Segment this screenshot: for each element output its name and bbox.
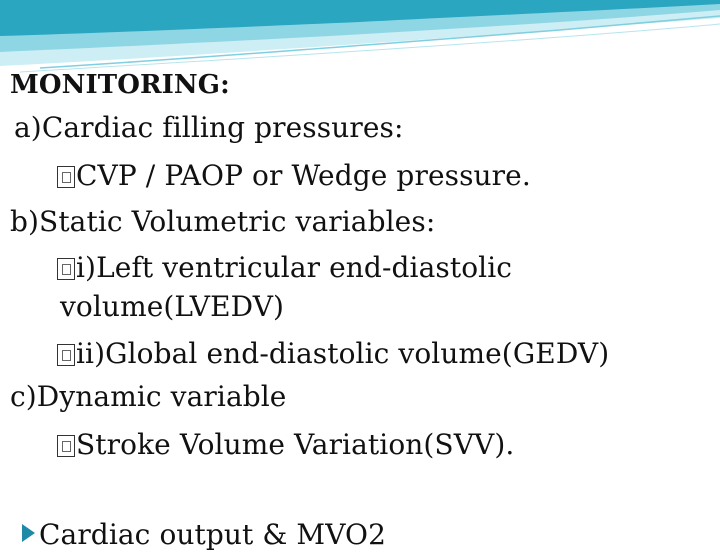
box-bullet-icon (57, 435, 75, 457)
list-item-cardiac-output (22, 518, 386, 552)
list-item-lvedv-continued (60, 290, 284, 324)
list-item-text: ii)Global end-diastolic volume(GEDV) (76, 337, 610, 370)
list-item-text: Cardiac output & MVO2 (39, 518, 387, 551)
list-item-gedv (57, 337, 609, 371)
box-bullet-icon (57, 344, 75, 366)
list-item-text: a)Cardiac filling pressures: (14, 111, 404, 144)
list-item-text: volume(LVEDV) (60, 290, 285, 323)
list-item-svv (57, 428, 514, 462)
list-item-text: c)Dynamic variable (10, 380, 287, 413)
list-item-text: CVP / PAOP or Wedge pressure. (76, 159, 531, 192)
list-item-text: Stroke Volume Variation(SVV). (76, 428, 515, 461)
list-item-cardiac-filling (14, 111, 404, 145)
arrow-bullet-icon (22, 524, 35, 542)
box-bullet-icon (57, 166, 75, 188)
slide-heading: MONITORING: (10, 70, 230, 100)
list-item-text: i)Left ventricular end-diastolic (76, 251, 513, 284)
list-item-static-volumetric (10, 205, 435, 239)
box-bullet-icon (57, 258, 75, 280)
list-item-text: b)Static Volumetric variables: (10, 205, 436, 238)
list-item-dynamic-variable (10, 380, 286, 414)
list-item-cvp (57, 159, 531, 193)
list-item-lvedv (57, 251, 512, 285)
